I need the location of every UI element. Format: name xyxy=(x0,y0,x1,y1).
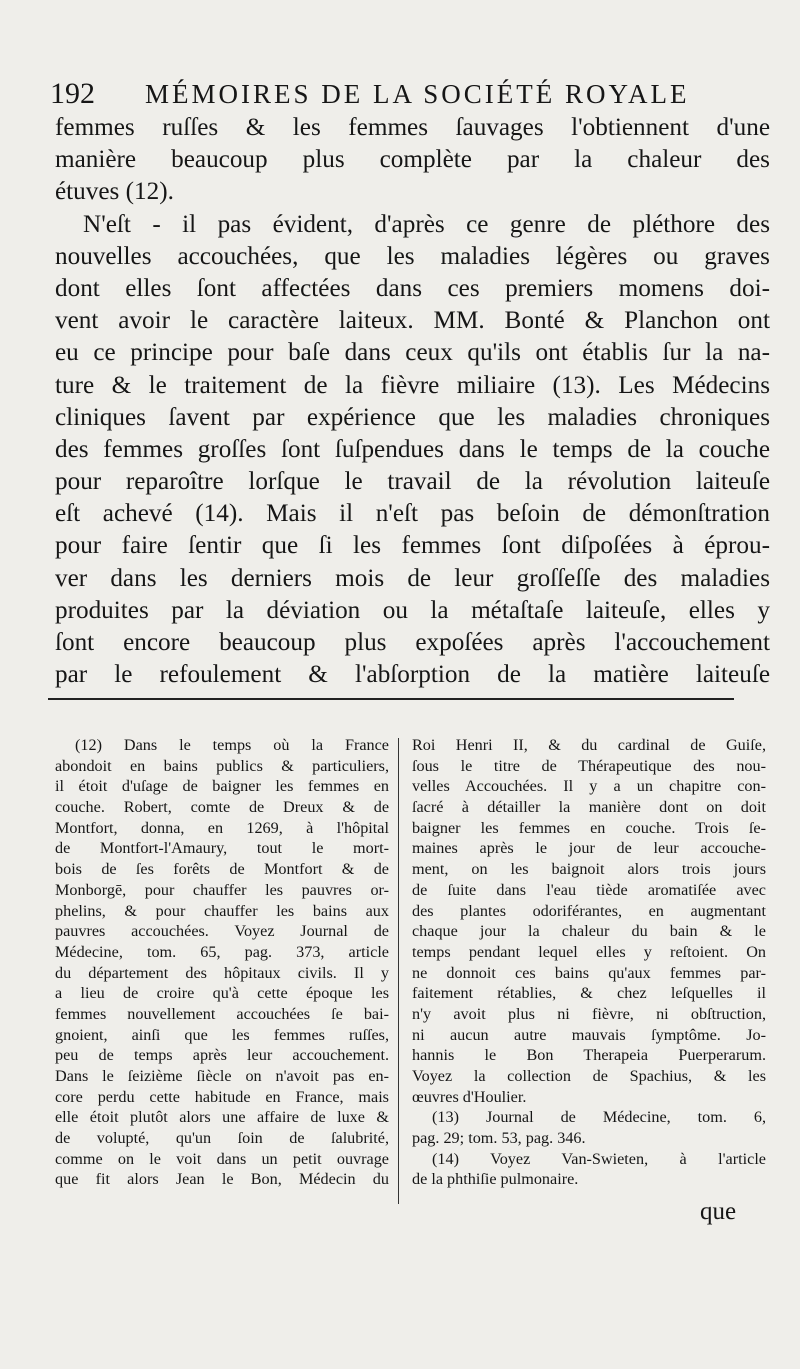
footnote-line: faitement rétablies, & chez leſquelles il xyxy=(412,984,766,1003)
footnote-line: temps pendant lequel elles y reſtoient. On xyxy=(412,942,766,961)
main-text-line: vent avoir le caractère laiteux. MM. Bonté & Planchon ont xyxy=(55,307,770,335)
main-text-line: nouvelles accouchées, que les maladies légères ou graves xyxy=(55,242,770,270)
footnote-line: (12) Dans le temps où la France xyxy=(75,736,389,754)
footnote-line: core perdu cette habitude en France, mais xyxy=(55,1087,389,1106)
footnote-line: des plantes odoriférantes, en augmentant xyxy=(412,901,766,920)
footnote-line: Roi Henri II, & du cardinal de Guiſe, xyxy=(412,736,766,754)
footnote-line: de ſuite dans l'eau tiède aromatiſée avec xyxy=(412,880,766,899)
main-text-line: produites par la déviation ou la métaſtaſe laiteuſe, elles y xyxy=(55,596,770,624)
footnote-line: de la phthiſie pulmonaire. xyxy=(412,1170,579,1189)
footnote-line: de Montfort-l'Amaury, tout le mort- xyxy=(55,839,389,858)
footnote-line: elle étoit plutôt alors une affaire de luxe & xyxy=(55,1108,389,1127)
main-text-line: cliniques ſavent par expérience que les maladies chroniques xyxy=(55,403,770,431)
catchword: que xyxy=(700,1198,737,1225)
footnote-line: chaque jour la chaleur du bain & le xyxy=(412,922,766,941)
footnote-line: ment, on les baignoit alors trois jours xyxy=(412,860,766,879)
footnote-line: pag. 29; tom. 53, pag. 346. xyxy=(412,1129,586,1148)
main-text-line: pour reparoître lorſque le travail de la révolution laiteuſe xyxy=(55,468,770,496)
main-text-line: N'eſt - il pas évident, d'après ce genre de pléthore des xyxy=(83,210,770,238)
main-text-line: ſont encore beaucoup plus expoſées après l'accouchement xyxy=(55,629,770,656)
footnote-line: abondoit en bains publics & particuliers, xyxy=(55,756,389,775)
footnote-line: hannis le Bon Therapeia Puerperarum. xyxy=(412,1046,766,1065)
footnote-line: Médecine, tom. 65, pag. 373, article xyxy=(55,942,389,961)
footnote-line: Monborgē, pour chauffer les pauvres or- xyxy=(55,880,389,899)
footnote-line: de volupté, qu'un ſoin de ſalubrité, xyxy=(55,1129,389,1148)
main-text-block xyxy=(55,112,770,691)
footnote-line: pauvres accouchées. Voyez Journal de xyxy=(55,922,389,941)
footnote-line: velles Accouchées. Il y a un chapitre con- xyxy=(412,777,766,796)
footnote-line: peu de temps après leur accouchement. xyxy=(55,1046,389,1065)
footnote-line: Dans le ſeizième ſiècle on n'avoit pas en- xyxy=(55,1067,389,1085)
footnote-line: comme on le voit dans un petit ouvrage xyxy=(55,1149,389,1168)
footnote-line: (14) Voyez Van-Swieten, à l'article xyxy=(432,1149,766,1168)
main-text-line: étuves (12). xyxy=(55,178,174,206)
footnote-line: maines après le jour de leur accouche- xyxy=(412,839,766,858)
footnote-line: œuvres d'Houlier. xyxy=(412,1087,527,1106)
footnote-line: ſacré à détailler la manière dont on doit xyxy=(412,798,766,817)
running-title: MÉMOIRES DE LA SOCIÉTÉ ROYALE xyxy=(145,79,690,109)
footnote-line: que fit alors Jean le Bon, Médecin du xyxy=(55,1170,389,1189)
footnotes-right-column xyxy=(412,735,766,1190)
footnote-line: phelins, & pour chauffer les bains aux xyxy=(55,901,389,920)
footnotes-left-column xyxy=(55,735,389,1190)
footnote-line: femmes nouvellement accouchées ſe bai- xyxy=(55,1004,389,1023)
footnote-line: couche. Robert, comte de Dreux & de xyxy=(55,798,389,817)
footnote-line: il étoit d'uſage de baigner les femmes en xyxy=(55,777,389,796)
footnote-line: n'y avoit plus ni fièvre, ni obſtruction, xyxy=(412,1004,766,1023)
main-text-line: dont elles ſont affectées dans ces premiers momens doi- xyxy=(55,274,770,302)
footnote-line: ni aucun autre mauvais ſymptôme. Jo- xyxy=(412,1025,766,1044)
main-text-line: des femmes groſſes ſont ſuſpendues dans le temps de la couche xyxy=(55,435,770,463)
main-text-line: ver dans les derniers mois de leur groſſeſſe des maladies xyxy=(55,564,770,592)
main-text-line: pour faire ſentir que ſi les femmes ſont diſpoſées à éprou- xyxy=(55,532,770,560)
main-text-line: eſt achevé (14). Mais il n'eſt pas beſoin de démonſtration xyxy=(55,500,770,528)
footnote-line: gnoient, ainſi que les femmes ruſſes, xyxy=(55,1025,389,1044)
page-number: 192 xyxy=(50,77,95,110)
footnote-line: (13) Journal de Médecine, tom. 6, xyxy=(432,1108,766,1127)
main-text-line: ture & le traitement de la fièvre miliaire (13). Les Médecins xyxy=(55,371,770,399)
footnote-line: du département des hôpitaux civils. Il y xyxy=(55,963,389,982)
footnote-line: ſous le titre de Thérapeutique des nou- xyxy=(412,756,766,775)
footnote-line: bois de ſes forêts de Montfort & de xyxy=(55,860,389,879)
main-text-line: manière beaucoup plus complète par la chaleur des xyxy=(55,146,770,174)
main-text-line: eu ce principe pour baſe dans ceux qu'ils ont établis ſur la na- xyxy=(55,339,770,367)
footnote-line: a lieu de croire qu'à cette époque les xyxy=(55,984,389,1003)
main-text-line: femmes ruſſes & les femmes ſauvages l'obtiennent d'une xyxy=(55,114,770,141)
footnote-divider-rule xyxy=(48,698,734,700)
footnote-column-divider xyxy=(398,738,399,1204)
footnote-line: Montfort, donna, en 1269, à l'hôpital xyxy=(55,818,389,837)
footnote-line: baigner les femmes en couche. Trois ſe- xyxy=(412,818,766,837)
footnote-line: Voyez la collection de Spachius, & les xyxy=(412,1067,766,1085)
footnote-line: ne donnoit ces bains qu'aux femmes par- xyxy=(412,963,766,982)
main-text-line: par le refoulement & l'abſorption de la matière laiteuſe xyxy=(55,661,770,689)
page-header xyxy=(50,74,750,114)
